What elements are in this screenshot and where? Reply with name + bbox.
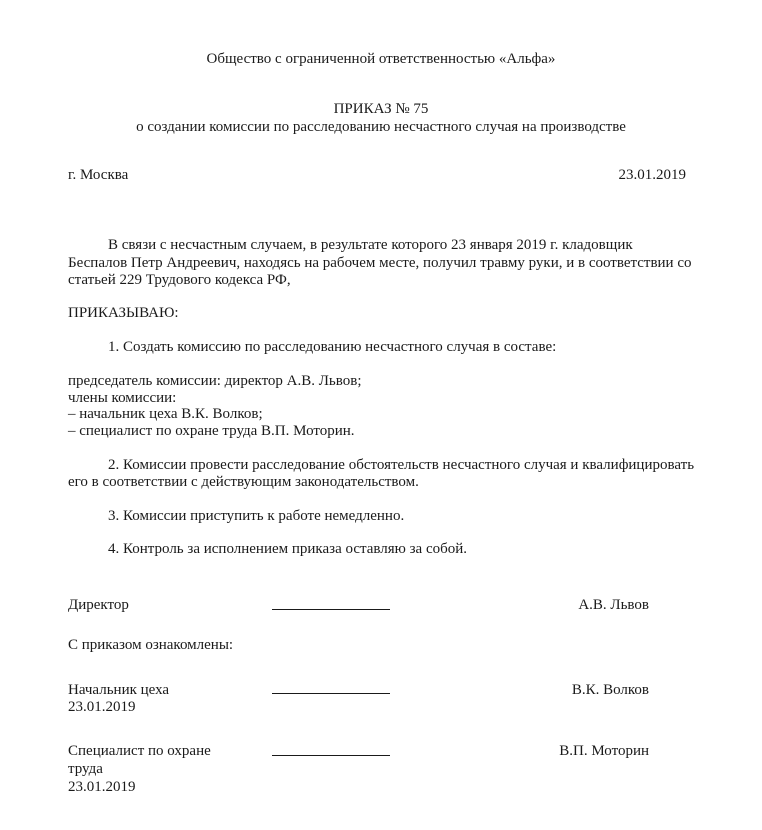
order-item-4: 4. Контроль за исполнением приказа оставляю за собой. bbox=[108, 541, 468, 557]
order-item-2-line-2: его в соответствии с действующим законодательством. bbox=[68, 474, 419, 490]
order-date: 23.01.2019 bbox=[618, 167, 686, 183]
commission-chair: председатель комиссии: директор А.В. Львов; bbox=[68, 373, 362, 389]
director-signature-line bbox=[272, 609, 390, 610]
specialist-title-line-2: труда bbox=[68, 761, 103, 777]
intro-line-2: Беспалов Петр Андреевич, находясь на рабочем месте, получил травму руки, и в соответствии со bbox=[68, 255, 692, 271]
chief-date: 23.01.2019 bbox=[68, 699, 136, 715]
order-item-2-line-1: 2. Комиссии провести расследование обстоятельств несчастного случая и квалифицировать bbox=[108, 457, 695, 473]
specialist-title-line-1: Специалист по охране bbox=[68, 743, 211, 759]
commission-members-label: члены комиссии: bbox=[68, 390, 177, 406]
director-title: Директор bbox=[68, 597, 129, 613]
specialist-date: 23.01.2019 bbox=[68, 779, 136, 795]
commission-member: – начальник цеха В.К. Волков; bbox=[68, 406, 263, 422]
city: г. Москва bbox=[68, 167, 129, 183]
order-word: ПРИКАЗЫВАЮ: bbox=[68, 305, 179, 321]
intro-line-3: статьей 229 Трудового кодекса РФ, bbox=[68, 272, 291, 288]
chief-name: В.К. Волков bbox=[571, 682, 649, 698]
specialist-signature-line bbox=[272, 755, 390, 756]
order-item-3: 3. Комиссии приступить к работе немедленно. bbox=[108, 508, 405, 524]
organization-name: Общество с ограниченной ответственностью «Альфа» bbox=[206, 51, 556, 67]
order-item-1: 1. Создать комиссию по расследованию несчастного случая в составе: bbox=[108, 339, 557, 355]
chief-title: Начальник цеха bbox=[68, 682, 170, 698]
commission-member: – специалист по охране труда В.П. Моторин. bbox=[68, 423, 355, 439]
intro-line-1: В связи с несчастным случаем, в результате которого 23 января 2019 г. кладовщик bbox=[108, 237, 633, 253]
specialist-name: В.П. Моторин bbox=[559, 743, 649, 759]
acquainted-label: С приказом ознакомлены: bbox=[68, 637, 234, 653]
chief-signature-line bbox=[272, 693, 390, 694]
order-subject: о создании комиссии по расследованию несчастного случая на производстве bbox=[136, 119, 626, 135]
order-title: ПРИКАЗ № 75 bbox=[333, 101, 429, 117]
director-name: А.В. Львов bbox=[578, 597, 649, 613]
